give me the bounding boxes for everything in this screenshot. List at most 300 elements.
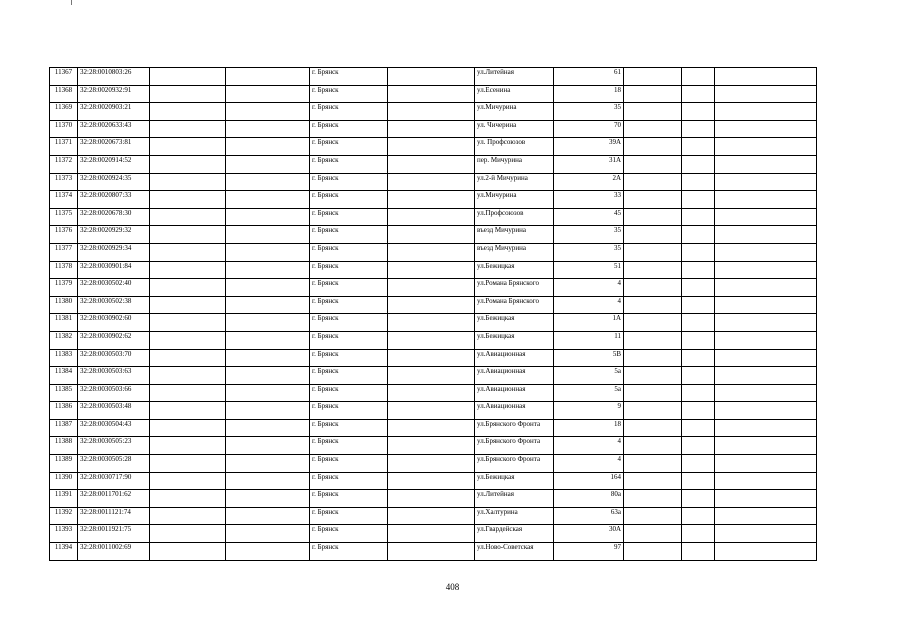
empty-cell bbox=[388, 261, 475, 279]
empty-cell bbox=[715, 279, 817, 297]
city-cell: г. Брянск bbox=[310, 490, 388, 508]
street-cell: пер. Мичурина bbox=[475, 155, 554, 173]
empty-cell bbox=[150, 402, 226, 420]
cadastral-number-cell: 32:28:0020914:52 bbox=[78, 155, 150, 173]
empty-cell bbox=[226, 279, 310, 297]
empty-cell bbox=[150, 543, 226, 561]
empty-cell bbox=[388, 85, 475, 103]
street-cell: ул.Романа Брянского bbox=[475, 296, 554, 314]
cadastral-number-cell: 32:28:0030505:28 bbox=[78, 455, 150, 473]
city-cell: г. Брянск bbox=[310, 314, 388, 332]
city-cell: г. Брянск bbox=[310, 243, 388, 261]
page-number: 408 bbox=[445, 582, 460, 592]
empty-cell bbox=[715, 314, 817, 332]
city-cell: г. Брянск bbox=[310, 472, 388, 490]
cadastral-number-cell: 32:28:0030502:40 bbox=[78, 279, 150, 297]
row-number-cell: 11384 bbox=[50, 367, 78, 385]
city-cell: г. Брянск bbox=[310, 120, 388, 138]
empty-cell bbox=[388, 155, 475, 173]
row-number-cell: 11386 bbox=[50, 402, 78, 420]
street-cell: ул.Литейная bbox=[475, 68, 554, 86]
house-number-cell: 63а bbox=[554, 507, 624, 525]
city-cell: г. Брянск bbox=[310, 507, 388, 525]
house-number-cell: 39А bbox=[554, 138, 624, 156]
empty-cell bbox=[682, 419, 715, 437]
empty-cell bbox=[226, 543, 310, 561]
empty-cell bbox=[715, 120, 817, 138]
cadastral-number-cell: 32:28:0011921:75 bbox=[78, 525, 150, 543]
empty-cell bbox=[715, 507, 817, 525]
empty-cell bbox=[682, 314, 715, 332]
cadastral-number-cell: 32:28:0030902:60 bbox=[78, 314, 150, 332]
empty-cell bbox=[388, 103, 475, 121]
house-number-cell: 11 bbox=[554, 331, 624, 349]
empty-cell bbox=[150, 472, 226, 490]
empty-cell bbox=[624, 155, 682, 173]
street-cell: ул.Ново-Советская bbox=[475, 543, 554, 561]
empty-cell bbox=[624, 384, 682, 402]
empty-cell bbox=[624, 226, 682, 244]
empty-cell bbox=[682, 490, 715, 508]
empty-cell bbox=[150, 367, 226, 385]
empty-cell bbox=[624, 507, 682, 525]
city-cell: г. Брянск bbox=[310, 261, 388, 279]
city-cell: г. Брянск bbox=[310, 402, 388, 420]
row-number-cell: 11375 bbox=[50, 208, 78, 226]
cadastral-number-cell: 32:28:0020932:91 bbox=[78, 85, 150, 103]
empty-cell bbox=[624, 402, 682, 420]
table-row bbox=[50, 138, 817, 156]
empty-cell bbox=[150, 384, 226, 402]
empty-cell bbox=[226, 490, 310, 508]
empty-cell bbox=[715, 543, 817, 561]
street-cell: ул.Брянского Фронта bbox=[475, 437, 554, 455]
empty-cell bbox=[388, 437, 475, 455]
city-cell: г. Брянск bbox=[310, 543, 388, 561]
city-cell: г. Брянск bbox=[310, 103, 388, 121]
row-number-cell: 11369 bbox=[50, 103, 78, 121]
empty-cell bbox=[682, 191, 715, 209]
city-cell: г. Брянск bbox=[310, 173, 388, 191]
empty-cell bbox=[388, 68, 475, 86]
empty-cell bbox=[682, 472, 715, 490]
empty-cell bbox=[150, 507, 226, 525]
empty-cell bbox=[715, 472, 817, 490]
street-cell: ул.Бежицкая bbox=[475, 314, 554, 332]
empty-cell bbox=[682, 507, 715, 525]
empty-cell bbox=[624, 261, 682, 279]
empty-cell bbox=[226, 331, 310, 349]
house-number-cell: 35 bbox=[554, 226, 624, 244]
street-cell: ул.2-й Мичурина bbox=[475, 173, 554, 191]
empty-cell bbox=[226, 243, 310, 261]
empty-cell bbox=[624, 191, 682, 209]
empty-cell bbox=[226, 419, 310, 437]
street-cell: ул.Литейная bbox=[475, 490, 554, 508]
empty-cell bbox=[388, 384, 475, 402]
empty-cell bbox=[682, 138, 715, 156]
house-number-cell: 45 bbox=[554, 208, 624, 226]
street-cell: ул.Брянского Фронта bbox=[475, 455, 554, 473]
cadastral-number-cell: 32:28:0030717:90 bbox=[78, 472, 150, 490]
table-row bbox=[50, 279, 817, 297]
street-cell: ул.Авиационная bbox=[475, 384, 554, 402]
empty-cell bbox=[150, 261, 226, 279]
empty-cell bbox=[715, 261, 817, 279]
street-cell: ул.Профсоюзов bbox=[475, 208, 554, 226]
empty-cell bbox=[150, 419, 226, 437]
empty-cell bbox=[715, 243, 817, 261]
table-row bbox=[50, 208, 817, 226]
row-number-cell: 11388 bbox=[50, 437, 78, 455]
empty-cell bbox=[624, 243, 682, 261]
empty-cell bbox=[150, 455, 226, 473]
table-row bbox=[50, 173, 817, 191]
empty-cell bbox=[682, 173, 715, 191]
empty-cell bbox=[715, 525, 817, 543]
table-row bbox=[50, 543, 817, 561]
empty-cell bbox=[226, 525, 310, 543]
city-cell: г. Брянск bbox=[310, 419, 388, 437]
empty-cell bbox=[715, 384, 817, 402]
empty-cell bbox=[715, 191, 817, 209]
cadastral-number-cell: 32:28:0020929:32 bbox=[78, 226, 150, 244]
empty-cell bbox=[682, 331, 715, 349]
empty-cell bbox=[682, 525, 715, 543]
cadastral-number-cell: 32:28:0030505:23 bbox=[78, 437, 150, 455]
city-cell: г. Брянск bbox=[310, 367, 388, 385]
empty-cell bbox=[150, 226, 226, 244]
city-cell: г. Брянск bbox=[310, 437, 388, 455]
city-cell: г. Брянск bbox=[310, 296, 388, 314]
house-number-cell: 9 bbox=[554, 402, 624, 420]
cadastral-number-cell: 32:28:0020924:35 bbox=[78, 173, 150, 191]
empty-cell bbox=[624, 138, 682, 156]
house-number-cell: 30А bbox=[554, 525, 624, 543]
empty-cell bbox=[150, 331, 226, 349]
empty-cell bbox=[388, 191, 475, 209]
cadastral-number-cell: 32:28:0011701:62 bbox=[78, 490, 150, 508]
table-row bbox=[50, 331, 817, 349]
empty-cell bbox=[682, 120, 715, 138]
table-row bbox=[50, 525, 817, 543]
table-row bbox=[50, 349, 817, 367]
empty-cell bbox=[715, 490, 817, 508]
empty-cell bbox=[682, 103, 715, 121]
cadastral-number-cell: 32:28:0030502:38 bbox=[78, 296, 150, 314]
table-row bbox=[50, 314, 817, 332]
row-number-cell: 11383 bbox=[50, 349, 78, 367]
empty-cell bbox=[150, 525, 226, 543]
row-number-cell: 11381 bbox=[50, 314, 78, 332]
empty-cell bbox=[388, 349, 475, 367]
empty-cell bbox=[388, 296, 475, 314]
cadastral-number-cell: 32:28:0030901:84 bbox=[78, 261, 150, 279]
row-number-cell: 11385 bbox=[50, 384, 78, 402]
table-row bbox=[50, 155, 817, 173]
street-cell: ул.Романа Брянского bbox=[475, 279, 554, 297]
city-cell: г. Брянск bbox=[310, 68, 388, 86]
empty-cell bbox=[715, 455, 817, 473]
empty-cell bbox=[226, 472, 310, 490]
empty-cell bbox=[150, 103, 226, 121]
empty-cell bbox=[715, 155, 817, 173]
street-cell: ул. Чичерина bbox=[475, 120, 554, 138]
cadastral-number-cell: 32:28:0020807:33 bbox=[78, 191, 150, 209]
house-number-cell: 18 bbox=[554, 419, 624, 437]
empty-cell bbox=[682, 437, 715, 455]
empty-cell bbox=[150, 243, 226, 261]
house-number-cell: 80а bbox=[554, 490, 624, 508]
city-cell: г. Брянск bbox=[310, 384, 388, 402]
cadastral-number-cell: 32:28:0011121:74 bbox=[78, 507, 150, 525]
street-cell: ул.Брянского Фронта bbox=[475, 419, 554, 437]
empty-cell bbox=[226, 68, 310, 86]
empty-cell bbox=[624, 173, 682, 191]
empty-cell bbox=[682, 279, 715, 297]
empty-cell bbox=[150, 349, 226, 367]
house-number-cell: 18 bbox=[554, 85, 624, 103]
empty-cell bbox=[715, 138, 817, 156]
empty-cell bbox=[715, 367, 817, 385]
street-cell: ул.Авиационная bbox=[475, 402, 554, 420]
empty-cell bbox=[682, 543, 715, 561]
street-cell: ул.Есенина bbox=[475, 85, 554, 103]
city-cell: г. Брянск bbox=[310, 331, 388, 349]
empty-cell bbox=[715, 226, 817, 244]
empty-cell bbox=[624, 419, 682, 437]
cadastral-number-cell: 32:28:0030503:66 bbox=[78, 384, 150, 402]
empty-cell bbox=[226, 103, 310, 121]
table-row bbox=[50, 455, 817, 473]
row-number-cell: 11374 bbox=[50, 191, 78, 209]
empty-cell bbox=[682, 226, 715, 244]
empty-cell bbox=[226, 296, 310, 314]
house-number-cell: 35 bbox=[554, 243, 624, 261]
empty-cell bbox=[624, 68, 682, 86]
empty-cell bbox=[388, 543, 475, 561]
empty-cell bbox=[226, 261, 310, 279]
cadastral-number-cell: 32:28:0030503:70 bbox=[78, 349, 150, 367]
table-row bbox=[50, 472, 817, 490]
cadastral-number-cell: 32:28:0010803:26 bbox=[78, 68, 150, 86]
empty-cell bbox=[150, 120, 226, 138]
cadastral-number-cell: 32:28:0020673:81 bbox=[78, 138, 150, 156]
row-number-cell: 11378 bbox=[50, 261, 78, 279]
table-row bbox=[50, 68, 817, 86]
empty-cell bbox=[715, 349, 817, 367]
row-number-cell: 11371 bbox=[50, 138, 78, 156]
row-number-cell: 11382 bbox=[50, 331, 78, 349]
empty-cell bbox=[715, 85, 817, 103]
empty-cell bbox=[226, 120, 310, 138]
empty-cell bbox=[624, 296, 682, 314]
empty-cell bbox=[226, 367, 310, 385]
row-number-cell: 11392 bbox=[50, 507, 78, 525]
street-cell: ул.Бежицкая bbox=[475, 331, 554, 349]
empty-cell bbox=[226, 507, 310, 525]
empty-cell bbox=[682, 155, 715, 173]
empty-cell bbox=[150, 279, 226, 297]
empty-cell bbox=[388, 173, 475, 191]
house-number-cell: 35 bbox=[554, 103, 624, 121]
table-row bbox=[50, 367, 817, 385]
empty-cell bbox=[682, 261, 715, 279]
empty-cell bbox=[388, 314, 475, 332]
table-row bbox=[50, 402, 817, 420]
empty-cell bbox=[624, 279, 682, 297]
row-number-cell: 11389 bbox=[50, 455, 78, 473]
table-row bbox=[50, 437, 817, 455]
house-number-cell: 4 bbox=[554, 296, 624, 314]
empty-cell bbox=[388, 243, 475, 261]
table-row bbox=[50, 384, 817, 402]
row-number-cell: 11367 bbox=[50, 68, 78, 86]
house-number-cell: 5а bbox=[554, 384, 624, 402]
empty-cell bbox=[624, 331, 682, 349]
empty-cell bbox=[388, 226, 475, 244]
row-number-cell: 11377 bbox=[50, 243, 78, 261]
house-number-cell: 33 bbox=[554, 191, 624, 209]
empty-cell bbox=[150, 191, 226, 209]
city-cell: г. Брянск bbox=[310, 85, 388, 103]
empty-cell bbox=[624, 120, 682, 138]
table-row bbox=[50, 103, 817, 121]
house-number-cell: 1А bbox=[554, 314, 624, 332]
empty-cell bbox=[226, 155, 310, 173]
table-row bbox=[50, 120, 817, 138]
street-cell: ул.Авиационная bbox=[475, 349, 554, 367]
street-cell: ул.Авиационная bbox=[475, 367, 554, 385]
empty-cell bbox=[150, 155, 226, 173]
empty-cell bbox=[150, 85, 226, 103]
row-number-cell: 11373 bbox=[50, 173, 78, 191]
empty-cell bbox=[624, 472, 682, 490]
house-number-cell: 61 bbox=[554, 68, 624, 86]
empty-cell bbox=[624, 208, 682, 226]
row-number-cell: 11376 bbox=[50, 226, 78, 244]
row-number-cell: 11387 bbox=[50, 419, 78, 437]
house-number-cell: 164 bbox=[554, 472, 624, 490]
table-row bbox=[50, 419, 817, 437]
table-row bbox=[50, 226, 817, 244]
city-cell: г. Брянск bbox=[310, 349, 388, 367]
empty-cell bbox=[150, 138, 226, 156]
empty-cell bbox=[624, 349, 682, 367]
cadastral-number-cell: 32:28:0030504:43 bbox=[78, 419, 150, 437]
empty-cell bbox=[682, 384, 715, 402]
row-number-cell: 11394 bbox=[50, 543, 78, 561]
row-number-cell: 11380 bbox=[50, 296, 78, 314]
cadastral-number-cell: 32:28:0030902:62 bbox=[78, 331, 150, 349]
street-cell: ул.Бежицкая bbox=[475, 472, 554, 490]
street-cell: ул. Профсоюзов bbox=[475, 138, 554, 156]
empty-cell bbox=[388, 419, 475, 437]
empty-cell bbox=[226, 226, 310, 244]
row-number-cell: 11390 bbox=[50, 472, 78, 490]
house-number-cell: 70 bbox=[554, 120, 624, 138]
street-cell: ул.Халтурина bbox=[475, 507, 554, 525]
city-cell: г. Брянск bbox=[310, 226, 388, 244]
empty-cell bbox=[682, 85, 715, 103]
empty-cell bbox=[226, 384, 310, 402]
row-number-cell: 11368 bbox=[50, 85, 78, 103]
empty-cell bbox=[388, 455, 475, 473]
house-number-cell: 4 bbox=[554, 279, 624, 297]
house-number-cell: 4 bbox=[554, 455, 624, 473]
empty-cell bbox=[624, 490, 682, 508]
house-number-cell: 97 bbox=[554, 543, 624, 561]
empty-cell bbox=[226, 349, 310, 367]
empty-cell bbox=[226, 314, 310, 332]
empty-cell bbox=[388, 208, 475, 226]
registry-table bbox=[49, 67, 817, 561]
empty-cell bbox=[388, 331, 475, 349]
empty-cell bbox=[624, 543, 682, 561]
house-number-cell: 5В bbox=[554, 349, 624, 367]
row-number-cell: 11379 bbox=[50, 279, 78, 297]
city-cell: г. Брянск bbox=[310, 279, 388, 297]
empty-cell bbox=[682, 68, 715, 86]
empty-cell bbox=[682, 402, 715, 420]
empty-cell bbox=[150, 68, 226, 86]
table-row bbox=[50, 296, 817, 314]
empty-cell bbox=[226, 402, 310, 420]
cadastral-number-cell: 32:28:0020633:43 bbox=[78, 120, 150, 138]
registry-rows bbox=[50, 68, 817, 561]
empty-cell bbox=[150, 490, 226, 508]
empty-cell bbox=[715, 419, 817, 437]
empty-cell bbox=[682, 367, 715, 385]
cadastral-number-cell: 32:28:0030503:63 bbox=[78, 367, 150, 385]
scan-mark bbox=[71, 0, 72, 5]
table-row bbox=[50, 490, 817, 508]
city-cell: г. Брянск bbox=[310, 191, 388, 209]
empty-cell bbox=[624, 367, 682, 385]
empty-cell bbox=[682, 349, 715, 367]
empty-cell bbox=[150, 296, 226, 314]
empty-cell bbox=[150, 314, 226, 332]
table-row bbox=[50, 507, 817, 525]
empty-cell bbox=[388, 507, 475, 525]
empty-cell bbox=[150, 208, 226, 226]
cadastral-number-cell: 32:28:0020678:30 bbox=[78, 208, 150, 226]
empty-cell bbox=[624, 455, 682, 473]
empty-cell bbox=[624, 437, 682, 455]
empty-cell bbox=[388, 490, 475, 508]
empty-cell bbox=[226, 138, 310, 156]
city-cell: г. Брянск bbox=[310, 525, 388, 543]
empty-cell bbox=[388, 402, 475, 420]
empty-cell bbox=[715, 103, 817, 121]
empty-cell bbox=[715, 173, 817, 191]
empty-cell bbox=[715, 208, 817, 226]
street-cell: ул.Гвардейская bbox=[475, 525, 554, 543]
cadastral-number-cell: 32:28:0011002:69 bbox=[78, 543, 150, 561]
street-cell: ул.Бежицкая bbox=[475, 261, 554, 279]
empty-cell bbox=[715, 331, 817, 349]
row-number-cell: 11393 bbox=[50, 525, 78, 543]
empty-cell bbox=[150, 173, 226, 191]
row-number-cell: 11391 bbox=[50, 490, 78, 508]
empty-cell bbox=[150, 437, 226, 455]
street-cell: ул.Мичурина bbox=[475, 191, 554, 209]
table-row bbox=[50, 243, 817, 261]
table-row bbox=[50, 191, 817, 209]
table-row bbox=[50, 85, 817, 103]
house-number-cell: 51 bbox=[554, 261, 624, 279]
empty-cell bbox=[624, 525, 682, 543]
